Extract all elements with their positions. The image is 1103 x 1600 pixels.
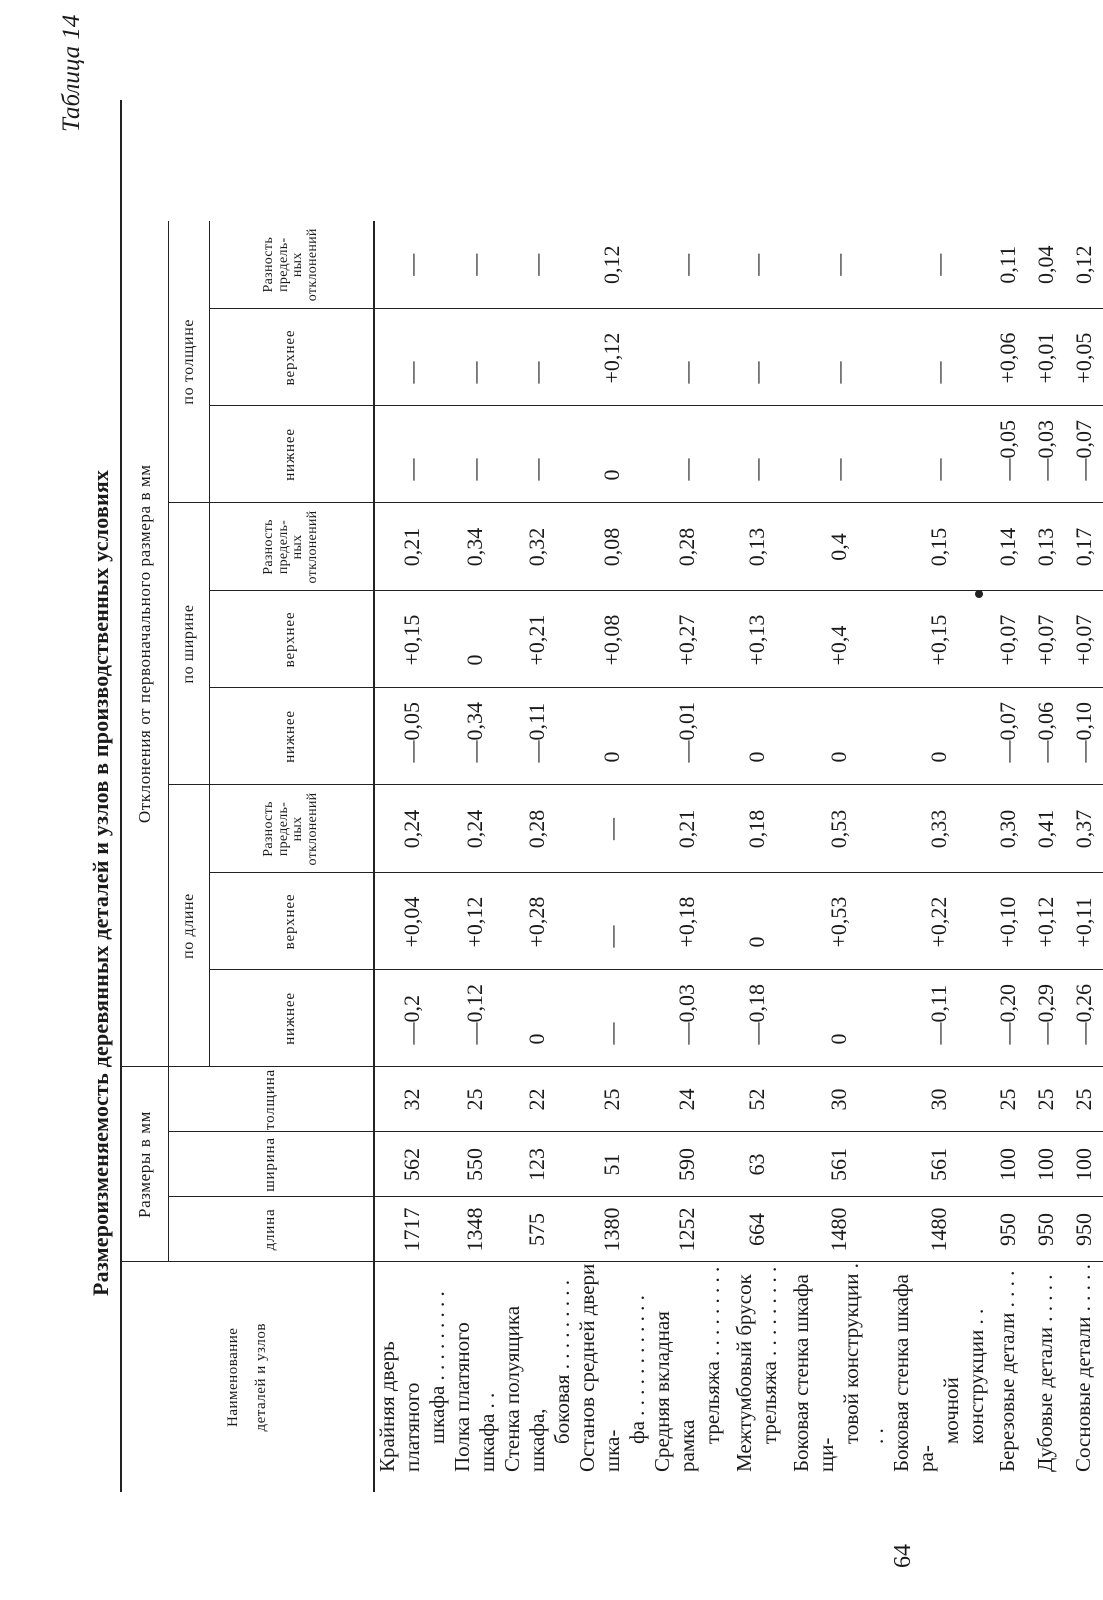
cell-thk-low: —0,03 <box>1027 406 1065 503</box>
header-spacer <box>169 100 210 221</box>
cell-wid-range: 0,14 <box>989 503 1027 591</box>
cell-wid-low: —0,10 <box>1065 688 1103 785</box>
cell-thk-range: 0,11 <box>994 245 1020 284</box>
cell-wid-up: +0,4 <box>789 591 889 688</box>
header-name <box>121 1262 374 1492</box>
range-line1: Разность предель- <box>260 236 291 293</box>
range-line2: ных отклонений <box>290 228 320 302</box>
cell-width: 561 <box>789 1132 889 1197</box>
cell-len-range: 0,53 <box>789 785 889 873</box>
cell-thk-up: +0,01 <box>1027 309 1065 406</box>
header-len-upper: верхнее <box>210 873 374 970</box>
cell-thk-low: —0,05 <box>989 406 1027 503</box>
cell-length: 1480 <box>789 1197 889 1262</box>
cell-wid-range: 0,13 <box>725 503 789 591</box>
table-label: Таблица 14 <box>58 14 85 132</box>
cell-wid-range: 0,28 <box>650 503 725 591</box>
cell-len-up: +0,53 <box>789 873 889 970</box>
cell-width: 562 <box>374 1132 450 1197</box>
row-name-line: мочной конструкции . . <box>938 1308 988 1444</box>
cell-thk-range: — <box>524 253 549 276</box>
dimension-table <box>120 100 1103 1492</box>
cell-length: 950 <box>1065 1197 1103 1262</box>
cell-thk-range: — <box>399 253 424 276</box>
header-name-line1: Наименование <box>224 1327 241 1427</box>
cell-len-up: +0,22 <box>889 873 989 970</box>
cell-len-up: +0,04 <box>374 873 450 970</box>
cell-len-low: 0 <box>500 970 575 1067</box>
cell-len-low: —0,2 <box>374 970 450 1067</box>
header-width: ширина <box>169 1132 374 1197</box>
cell-wid-low: —0,05 <box>374 688 450 785</box>
header-by-thickness: по толщине <box>169 221 210 503</box>
row-name-line: трельяжа . . . . . . . . . <box>756 1266 781 1444</box>
row-name-line: шкафа . . . . . . . . . <box>424 1291 449 1444</box>
row-spacer <box>500 100 575 221</box>
range-line2: ных отклонений <box>290 510 320 584</box>
cell-thk-low: —0,07 <box>1065 406 1103 503</box>
header-wid-range <box>210 503 374 591</box>
cell-thk-range: — <box>925 253 951 276</box>
cell-width: 550 <box>450 1132 500 1197</box>
row-spacer <box>989 100 1027 221</box>
cell-thk-range: — <box>743 253 769 276</box>
cell-thk-low: — <box>789 406 889 503</box>
cell-width: 561 <box>889 1132 989 1197</box>
cell-thk-low: — <box>889 406 989 503</box>
row-name <box>989 1262 1027 1492</box>
cell-len-low: —0,29 <box>1027 970 1065 1067</box>
header-sizes: Размеры в мм <box>121 1067 169 1262</box>
table-row <box>725 100 789 1492</box>
cell-thk-range: 0,04 <box>1032 245 1058 284</box>
cell-length: 1380 <box>575 1197 650 1262</box>
cell-len-range: 0,24 <box>450 785 500 873</box>
cell-len-low: —0,03 <box>650 970 725 1067</box>
range-line1: Разность предель- <box>260 519 291 575</box>
table-row <box>500 100 575 1492</box>
cell-wid-low: 0 <box>789 688 889 785</box>
cell-wid-range: 0,08 <box>575 503 650 591</box>
row-spacer <box>1065 100 1103 221</box>
cell-len-low: —0,26 <box>1065 970 1103 1067</box>
row-name <box>889 1262 989 1492</box>
cell-wid-range: 0,13 <box>1027 503 1065 591</box>
header-thk-upper: верхнее <box>210 309 374 406</box>
cell-len-up: — <box>575 873 650 970</box>
header-deviations: Отклонения от первоначального размера в мм <box>121 221 169 1067</box>
row-name-line: Межтумбовый брусок <box>731 1274 756 1472</box>
cell-wid-low: —0,01 <box>650 688 725 785</box>
cell-thk-up: — <box>889 309 989 406</box>
row-spacer <box>374 100 450 221</box>
cell-thickness: 30 <box>789 1067 889 1132</box>
cell-wid-up: +0,21 <box>500 591 575 688</box>
header-thickness: толщина <box>169 1067 374 1132</box>
cell-len-up: +0,28 <box>500 873 575 970</box>
cell-length: 950 <box>1027 1197 1065 1262</box>
cell-wid-up: +0,07 <box>989 591 1027 688</box>
cell-thk-low: 0 <box>575 406 650 503</box>
header-wid-lower: нижнее <box>210 688 374 785</box>
row-name-line: Боковая стенка шкафа щи- <box>788 1274 838 1472</box>
header-spacer <box>121 100 169 221</box>
cell-wid-range: 0,21 <box>374 503 450 591</box>
row-name-line: Березовые детали . . . . <box>995 1270 1019 1472</box>
cell-wid-low: 0 <box>725 688 789 785</box>
row-name <box>1065 1262 1103 1492</box>
table-row <box>450 100 500 1492</box>
cell-wid-up: +0,15 <box>374 591 450 688</box>
cell-thickness: 24 <box>650 1067 725 1132</box>
row-name <box>650 1262 725 1492</box>
table-body <box>374 100 1103 1492</box>
cell-len-low: —0,18 <box>725 970 789 1067</box>
cell-wid-up: +0,08 <box>575 591 650 688</box>
cell-thk-range: — <box>461 253 487 276</box>
cell-wid-range: 0,4 <box>789 503 889 591</box>
row-spacer <box>725 100 789 221</box>
cell-len-up: +0,11 <box>1065 873 1103 970</box>
cell-thk-range: — <box>825 253 851 276</box>
cell-length: 1480 <box>889 1197 989 1262</box>
cell-len-range: 0,41 <box>1027 785 1065 873</box>
table-row <box>1065 100 1103 1492</box>
table-row <box>889 100 989 1492</box>
cell-thickness: 25 <box>575 1067 650 1132</box>
header-thk-lower: нижнее <box>210 406 374 503</box>
cell-thickness: 25 <box>1065 1067 1103 1132</box>
cell-wid-low: —0,11 <box>500 688 575 785</box>
row-name <box>374 1262 450 1492</box>
cell-length: 1348 <box>450 1197 500 1262</box>
header-len-lower: нижнее <box>210 970 374 1067</box>
row-name-line: Сосновые детали . . . . . <box>1071 1264 1095 1472</box>
cell-thickness: 22 <box>500 1067 575 1132</box>
cell-thickness: 32 <box>374 1067 450 1132</box>
cell-wid-range: 0,34 <box>450 503 500 591</box>
cell-width: 51 <box>575 1132 650 1197</box>
row-name <box>725 1262 789 1492</box>
cell-len-up: 0 <box>725 873 789 970</box>
header-by-width: по ширине <box>169 503 210 785</box>
cell-length: 1252 <box>650 1197 725 1262</box>
row-name <box>575 1262 650 1492</box>
cell-thk-up: — <box>725 309 789 406</box>
row-name-line: трельяжа . . . . . . . . . <box>699 1266 724 1444</box>
cell-thickness: 25 <box>989 1067 1027 1132</box>
cell-thickness: 30 <box>889 1067 989 1132</box>
page-number: 64 <box>890 1544 916 1568</box>
cell-thk-up: +0,12 <box>575 309 650 406</box>
cell-length: 664 <box>725 1197 789 1262</box>
cell-thk-low: — <box>650 406 725 503</box>
cell-len-up: +0,10 <box>989 873 1027 970</box>
cell-thickness: 25 <box>1027 1067 1065 1132</box>
row-name <box>500 1262 575 1492</box>
range-line1: Разность предель- <box>260 801 291 857</box>
row-name-line: Полка платяного шкафа . . <box>449 1322 499 1472</box>
cell-wid-up: +0,27 <box>650 591 725 688</box>
cell-wid-low: —0,07 <box>989 688 1027 785</box>
row-spacer <box>1027 100 1065 221</box>
header-len-range <box>210 785 374 873</box>
header-name-line2: деталей и узлов <box>253 1323 270 1432</box>
cell-len-low: — <box>575 970 650 1067</box>
cell-len-range: 0,37 <box>1065 785 1103 873</box>
cell-width: 100 <box>1027 1132 1065 1197</box>
header-length: длина <box>169 1197 374 1262</box>
row-spacer <box>575 100 650 221</box>
cell-thk-low: — <box>500 406 575 503</box>
row-name <box>1027 1262 1065 1492</box>
cell-thk-range: 0,12 <box>1070 245 1096 284</box>
cell-len-range: 0,28 <box>500 785 575 873</box>
cell-wid-low: —0,34 <box>450 688 500 785</box>
table-row <box>1027 100 1065 1492</box>
cell-len-range: 0,21 <box>650 785 725 873</box>
cell-thk-up: — <box>450 309 500 406</box>
row-spacer <box>650 100 725 221</box>
cell-width: 63 <box>725 1132 789 1197</box>
row-name-line: Останов средней двери шка- <box>574 1263 624 1472</box>
row-name-line: Боковая стенка шкафа ра- <box>888 1274 938 1472</box>
row-name <box>789 1262 889 1492</box>
cell-thk-up: +0,05 <box>1065 309 1103 406</box>
row-name-line: Стенка полуящика шкафа, <box>499 1305 549 1472</box>
cell-wid-range: 0,15 <box>889 503 989 591</box>
cell-wid-low: 0 <box>575 688 650 785</box>
cell-wid-low: 0 <box>889 688 989 785</box>
cell-wid-range: 0,32 <box>500 503 575 591</box>
row-name-line: товой конструкции . . . <box>838 1263 888 1444</box>
cell-wid-up: +0,07 <box>1027 591 1065 688</box>
cell-thk-up: — <box>650 309 725 406</box>
cell-len-range: 0,30 <box>989 785 1027 873</box>
row-name-line: фа . . . . . . . . . . . . <box>624 1295 649 1444</box>
table-row <box>989 100 1027 1492</box>
cell-wid-up: 0 <box>450 591 500 688</box>
cell-len-low: —0,11 <box>889 970 989 1067</box>
print-dot <box>975 590 983 598</box>
cell-thk-low: — <box>374 406 450 503</box>
cell-thk-up: — <box>789 309 889 406</box>
cell-thickness: 25 <box>450 1067 500 1132</box>
cell-wid-up: +0,07 <box>1065 591 1103 688</box>
cell-thk-range: 0,12 <box>599 245 624 284</box>
row-spacer <box>889 100 989 221</box>
cell-len-low: —0,12 <box>450 970 500 1067</box>
row-spacer <box>450 100 500 221</box>
cell-width: 100 <box>1065 1132 1103 1197</box>
row-name-line: Средняя вкладная рамка <box>649 1311 699 1472</box>
table-row <box>374 100 450 1492</box>
row-name <box>450 1262 500 1492</box>
cell-length: 575 <box>500 1197 575 1262</box>
cell-width: 590 <box>650 1132 725 1197</box>
header-by-length: по длине <box>169 785 210 1067</box>
row-name-line: Дубовые детали . . . . . <box>1033 1274 1057 1472</box>
cell-thk-up: — <box>374 309 450 406</box>
cell-thk-range: — <box>674 253 699 276</box>
cell-len-range: — <box>575 785 650 873</box>
cell-length: 950 <box>989 1197 1027 1262</box>
table-row <box>650 100 725 1492</box>
cell-wid-up: +0,13 <box>725 591 789 688</box>
cell-thk-low: — <box>450 406 500 503</box>
cell-thk-up: — <box>500 309 575 406</box>
table-row <box>789 100 889 1492</box>
table-title: Размероизменяемость деревянных деталей и узлов в производственных условиях <box>88 469 113 1296</box>
header-thk-range <box>210 221 374 309</box>
header-wid-upper: верхнее <box>210 591 374 688</box>
cell-len-range: 0,24 <box>374 785 450 873</box>
cell-wid-low: —0,06 <box>1027 688 1065 785</box>
cell-wid-up: +0,15 <box>889 591 989 688</box>
cell-thk-low: — <box>725 406 789 503</box>
row-name-line: боковая . . . . . . . . . <box>549 1280 574 1444</box>
header-spacer <box>210 100 374 221</box>
cell-len-low: 0 <box>789 970 889 1067</box>
cell-wid-range: 0,17 <box>1065 503 1103 591</box>
cell-thk-up: +0,06 <box>989 309 1027 406</box>
cell-thickness: 52 <box>725 1067 789 1132</box>
table-row <box>575 100 650 1492</box>
cell-len-up: +0,12 <box>1027 873 1065 970</box>
cell-width: 100 <box>989 1132 1027 1197</box>
range-line2: ных отклонений <box>290 792 320 866</box>
row-spacer <box>789 100 889 221</box>
cell-len-range: 0,18 <box>725 785 789 873</box>
cell-length: 1717 <box>374 1197 450 1262</box>
cell-len-low: —0,20 <box>989 970 1027 1067</box>
row-name-line: Крайняя дверь платяного <box>374 1341 424 1472</box>
cell-width: 123 <box>500 1132 575 1197</box>
cell-len-up: +0,18 <box>650 873 725 970</box>
cell-len-up: +0,12 <box>450 873 500 970</box>
cell-len-range: 0,33 <box>889 785 989 873</box>
